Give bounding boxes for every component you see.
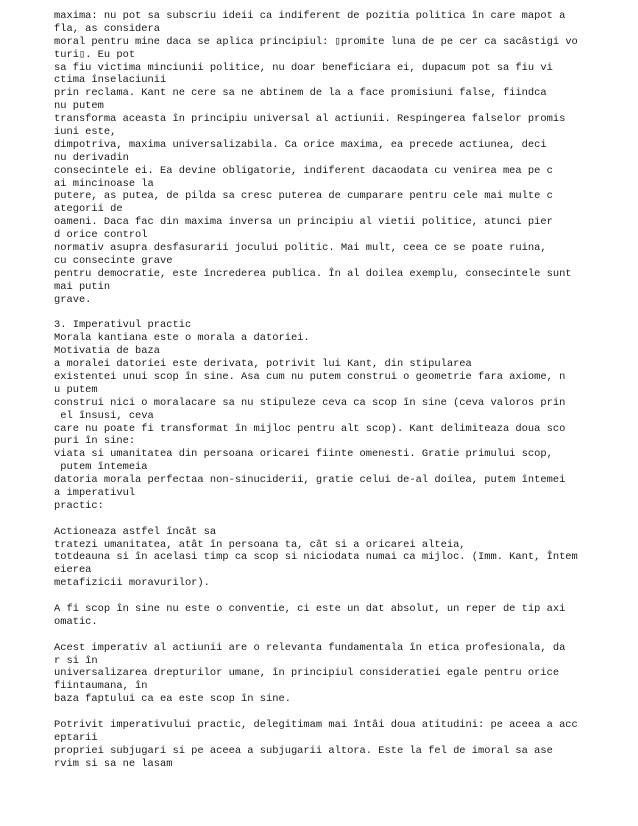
text-line: eierea — [54, 564, 92, 577]
text-line: tratezi umanitatea, atât în persoana ta, cât si a oricarei alteia, — [54, 538, 466, 551]
text-line: puri în sine: — [54, 435, 136, 448]
text-line: nu putem — [54, 100, 104, 113]
text-line: metafizicii moravurilor). — [54, 577, 210, 590]
text-line: A fi scop în sine nu este o conventie, ci este un dat absolut, un reper de tip axi — [54, 602, 566, 615]
text-line: ategorii de — [54, 203, 123, 216]
text-line: rvim si sa ne lasam — [54, 757, 173, 770]
text-line: practic: — [54, 499, 104, 512]
blank-line — [54, 629, 610, 642]
text-line: dimpotriva, maxima universalizabila. Ca orice maxima, ea precede actiunea, deci — [54, 138, 547, 151]
text-line: r si în — [54, 654, 98, 667]
text-line: a moralei datoriei este derivata, potrivit lui Kant, din stipularea — [54, 358, 472, 371]
text-line: existentei unui scop în sine. Asa cum nu putem construi o geometrie fara axiome, n — [54, 370, 566, 383]
text-line: consecintele ei. Ea devine obligatorie, indiferent dacaodata cu venirea mea pe c — [54, 164, 553, 177]
text-line: omatic. — [54, 615, 98, 628]
text-line: construi nici o moralacare sa nu stipuleze ceva ca scop în sine (ceva valoros prin — [54, 396, 566, 409]
text-line: pentru democratie, este încrederea publica. În al doilea exemplu, consecintele sunt — [54, 267, 572, 280]
text-line: maxima: nu pot sa subscriu ideii ca indiferent de pozitia politica în care mapot a — [54, 10, 566, 22]
text-line: prin reclama. Kant ne cere sa ne abtinem de la a face promisiuni false, fiindca — [54, 87, 547, 100]
text-line: iuni este, — [54, 126, 117, 139]
text-line: sa fiu victima minciunii politice, nu doar beneficiara ei, dupacum pot sa fiu vi — [54, 61, 553, 74]
text-line: grave. — [54, 293, 92, 306]
text-line: propriei subjugari si pe aceea a subjugarii altora. Este la fel de imoral sa ase — [54, 744, 553, 757]
text-line: 3. Imperativul practic — [54, 319, 192, 332]
blank-line — [54, 306, 610, 319]
text-line: moral pentru mine daca se aplica principiul: ▯promite luna de pe cer ca sacâstigi vo — [54, 35, 578, 48]
text-line: u putem — [54, 383, 98, 396]
text-line: baza faptului ca ea este scop în sine. — [54, 693, 291, 706]
text-line: Acest imperativ al actiunii are o relevanta fundamentala în etica profesionala, da — [54, 641, 566, 654]
text-line: cu consecinte grave — [54, 254, 173, 267]
text-line: eptarii — [54, 731, 98, 744]
text-line: Morala kantiana este o morala a datoriei. — [54, 332, 310, 345]
blank-line — [54, 590, 610, 603]
text-line: totdeauna si în acelasi timp ca scop si niciodata numai ca mijloc. (Imm. Kant, Întem — [54, 551, 578, 564]
text-line: putem întemeia — [54, 461, 148, 474]
text-line: el însusi, ceva — [54, 409, 154, 422]
text-line: turi▯. Eu pot — [54, 48, 136, 61]
blank-line — [54, 513, 610, 526]
text-line: mai putin — [54, 280, 111, 293]
text-line: a imperativul — [54, 486, 136, 499]
text-line: viata si umanitatea din persoana oricarei fiinte omenesti. Gratie primului scop, — [54, 448, 553, 461]
text-line: normativ asupra desfasurarii jocului politic. Mai mult, ceea ce se poate ruina, — [54, 242, 547, 255]
blank-line — [54, 706, 610, 719]
text-line: care nu poate fi transformat în mijloc pentru alt scop). Kant delimiteaza doua sco — [54, 422, 566, 435]
text-line: transforma aceasta în principiu universal al actiunii. Respingerea falselor promis — [54, 113, 566, 126]
text-line: datoria morala perfectaa non-sinuciderii, gratie celui de-al doilea, putem întemei — [54, 474, 566, 487]
text-line: putere, as putea, de pilda sa cresc puterea de cumparare pentru cele mai multe c — [54, 190, 553, 203]
text-line: Potrivit imperativului practic, delegitimam mai întâi doua atitudini: pe aceea a acc — [54, 718, 578, 731]
text-line: fiintaumana, în — [54, 680, 148, 693]
text-line: Actioneaza astfel încât sa — [54, 525, 217, 538]
text-line: oameni. Daca fac din maxima inversa un principiu al vietii politice, atunci pier — [54, 216, 553, 229]
text-line: Motivatia de baza — [54, 345, 161, 358]
text-line: fla, as considera — [54, 22, 161, 35]
text-line: ctima înselaciunii — [54, 74, 167, 87]
text-line: ai mincinoase la — [54, 177, 154, 190]
text-line: d orice control — [54, 229, 148, 242]
text-line: nu derivadin — [54, 151, 129, 164]
text-line: universalizarea drepturilor umane, în principiul consideratiei egale pentru orice — [54, 667, 560, 680]
